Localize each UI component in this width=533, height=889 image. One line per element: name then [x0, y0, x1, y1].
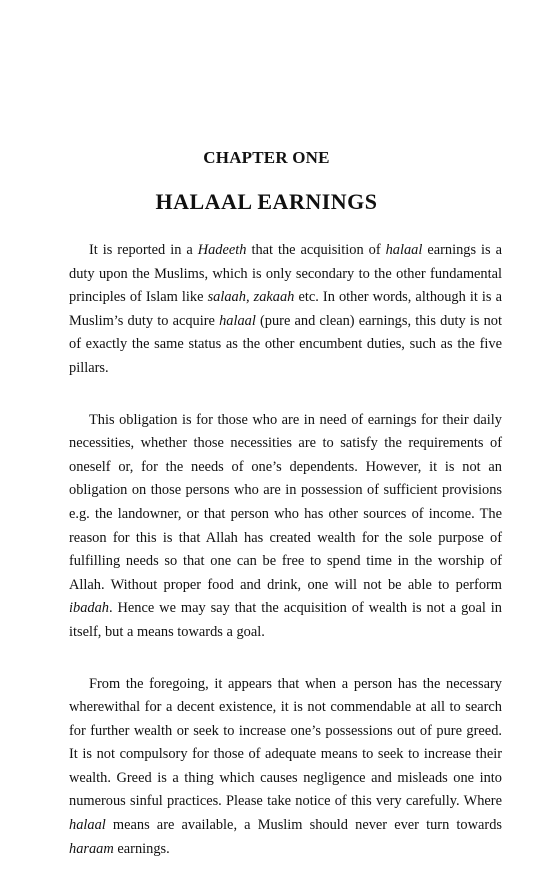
italic-term: Hadeeth — [197, 242, 247, 258]
text-run: etc. In other words, although it is a Muslim’s duty to acquire — [69, 289, 502, 329]
text-run: It is reported in a — [89, 242, 198, 258]
italic-term: ibadah — [69, 600, 109, 617]
italic-term: salaah, zakaah — [207, 289, 295, 306]
paragraph-2 — [69, 409, 502, 645]
paragraph-1 — [69, 239, 502, 381]
chapter-title: HALAAL EARNINGS — [155, 189, 378, 214]
italic-term: haraam — [69, 840, 114, 857]
text-run: . Hence we may say that the acquisition of wealth is not a goal in itself, but a means towards a goal. — [69, 600, 502, 640]
italic-term: halaal — [219, 312, 256, 329]
chapter-body — [69, 239, 502, 889]
text-run: means are available, a Muslim should never ever turn towards — [105, 817, 502, 834]
chapter-label: CHAPTER ONE — [203, 148, 330, 167]
italic-term: halaal — [69, 817, 106, 834]
paragraph-3 — [69, 673, 502, 862]
text-run: From the foregoing, it appears that when a person has the necessary wherewithal for a decent existence, it is not commendable at all to search for further wealth or seek to increase one’s possessions out of pure greed. It is not compulsory for those of adequate means to seek to increase their wealth. Greed is a thing which causes negligence and misleads one into numerous sinful practices. Please take notice of this very carefully. Where — [69, 675, 502, 810]
text-run: that the acquisition of — [246, 242, 386, 258]
text-run: (pure and clean) earnings, this duty is not of exactly the same status as the other encumbent duties, such as the five pillars. — [69, 312, 503, 376]
italic-term: halaal — [385, 242, 423, 258]
text-run: This obligation is for those who are in need of earnings for their daily necessities, whether those necessities are to satisfy the requirements of oneself or, for the needs of one’s dependents. However, it is not an obligation on those persons who are in possession of sufficient provisions e.g. the landowner, or that person who has other sources of income. The reason for this is that Allah has created wealth for the sole purpose of fulfilling needs so that one can be free to spend time in the worship of Allah. Without proper food and drink, one will not be able to perform — [69, 411, 502, 593]
text-run: earnings. — [113, 840, 170, 857]
text-run: earnings is a duty upon the Muslims, which is only secondary to the other fundamental principles of Islam like — [69, 242, 502, 306]
